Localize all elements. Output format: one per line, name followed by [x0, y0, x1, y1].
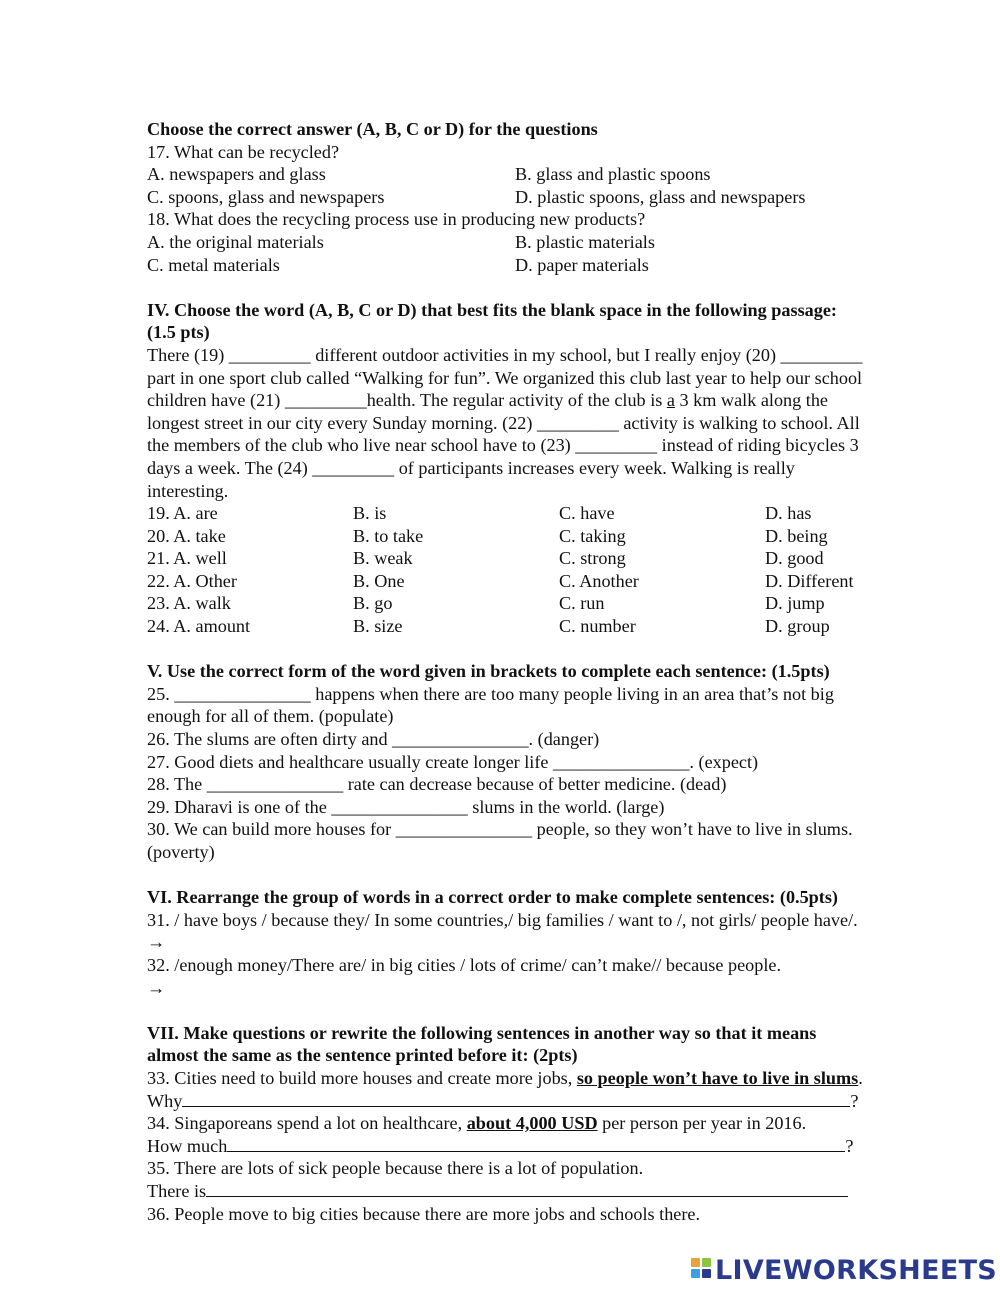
q19-option-c[interactable]: C. have [559, 503, 615, 524]
passage-line: days a week. The (24) _________ of participants increases every week. Walking is really [147, 457, 795, 478]
q18-option-b[interactable]: B. plastic materials [515, 231, 655, 252]
passage-text: 3 km walk along the [674, 390, 829, 411]
question-18-stem: 18. What does the recycling process use in producing new products? [147, 209, 646, 230]
answer-35-blank[interactable] [206, 1180, 848, 1197]
q21-option-d[interactable]: D. good [765, 548, 824, 569]
question-17-options-row-1 [147, 163, 937, 186]
question-21-options [147, 547, 937, 570]
q19-option-d[interactable]: D. has [765, 503, 812, 524]
q20-option-c[interactable]: C. taking [559, 525, 626, 546]
q24-option-a[interactable]: 24. A. amount [147, 616, 251, 637]
q34-tail: per person per year in 2016. [597, 1113, 807, 1134]
answer-35-start: There is [147, 1180, 207, 1201]
question-18-options-row-2 [147, 254, 937, 277]
q34-emphasis: about 4,000 USD [466, 1113, 598, 1134]
section-3-heading: Choose the correct answer (A, B, C or D) for the questions [147, 119, 598, 139]
q33-emphasis: so people won’t have to live in slums [576, 1067, 859, 1088]
passage-line [147, 389, 937, 412]
question-36: 36. People move to big cities because there are more jobs and schools there. [147, 1203, 701, 1224]
answer-34-blank[interactable] [227, 1135, 845, 1152]
logo-text: LIVEWORKSHEETS [715, 1254, 998, 1286]
q24-option-b[interactable]: B. size [353, 616, 403, 637]
q23-option-b[interactable]: B. go [353, 593, 393, 614]
q17-option-b[interactable]: B. glass and plastic spoons [515, 164, 711, 185]
question-17-options-row-2 [147, 186, 937, 209]
word-form-line: enough for all of them. (populate) [147, 706, 394, 727]
answer-33-blank[interactable] [182, 1090, 850, 1107]
q19-option-b[interactable]: B. is [353, 503, 387, 524]
q22-option-d[interactable]: D. Different [765, 570, 854, 591]
q21-option-a[interactable]: 21. A. well [147, 548, 227, 569]
question-18-options-row-1 [147, 231, 937, 254]
passage-underlined-word: a [666, 390, 675, 411]
word-form-line[interactable]: 26. The slums are often dirty and _______________. (danger) [147, 729, 600, 750]
q18-option-d[interactable]: D. paper materials [515, 254, 649, 275]
passage-line: the members of the club who live near school have to (23) _________ instead of riding bicycles 3 [147, 435, 859, 456]
answer-34-start: How much [147, 1135, 228, 1156]
question-33 [147, 1067, 937, 1090]
section-4-points: (1.5 pts) [147, 322, 210, 343]
answer-line-34[interactable] [147, 1135, 937, 1158]
question-19-options [147, 502, 937, 525]
q22-option-b[interactable]: B. One [353, 570, 405, 591]
q17-option-c[interactable]: C. spoons, glass and newspapers [147, 186, 385, 207]
answer-arrow-32[interactable]: → [147, 977, 166, 998]
q34-text: 34. Singaporeans spend a lot on healthcare, [147, 1113, 467, 1134]
passage-line: longest street in our city every Sunday morning. (22) _________ activity is walking to school. All [147, 412, 860, 433]
liveworksheets-logo[interactable] [691, 1256, 997, 1284]
q22-option-a[interactable]: 22. A. Other [147, 570, 237, 591]
question-24-options [147, 615, 937, 638]
worksheet-page [147, 118, 937, 1225]
word-form-line[interactable]: 28. The _______________ rate can decrease because of better medicine. (dead) [147, 774, 727, 795]
word-form-line[interactable]: 29. Dharavi is one of the _______________ slums in the world. (large) [147, 796, 665, 817]
question-32: 32. /enough money/There are/ in big cities / lots of crime/ can’t make// because people. [147, 954, 781, 975]
word-form-line: (poverty) [147, 842, 215, 862]
q20-option-b[interactable]: B. to take [353, 525, 424, 546]
q20-option-d[interactable]: D. being [765, 525, 828, 546]
word-form-line[interactable]: 27. Good diets and healthcare usually create longer life _______________. (expect) [147, 751, 759, 772]
q17-option-d[interactable]: D. plastic spoons, glass and newspapers [515, 186, 806, 207]
answer-arrow-31[interactable]: → [147, 932, 166, 953]
answer-line-35[interactable] [147, 1180, 937, 1203]
word-form-line[interactable]: 30. We can build more houses for _______________ people, so they won’t have to live in slums. [147, 819, 853, 840]
q21-option-b[interactable]: B. weak [353, 548, 413, 569]
question-34 [147, 1112, 937, 1135]
section-5-heading: V. Use the correct form of the word given in brackets to complete each sentence: (1.5pts) [147, 661, 830, 682]
answer-line-33[interactable] [147, 1090, 937, 1113]
section-7-heading-cont: almost the same as the sentence printed before it: (2pts) [147, 1045, 578, 1066]
q23-option-c[interactable]: C. run [559, 593, 605, 614]
q21-option-c[interactable]: C. strong [559, 548, 626, 569]
q24-option-d[interactable]: D. group [765, 616, 830, 637]
passage-line: interesting. [147, 480, 229, 501]
q33-text: 33. Cities need to build more houses and create more jobs, [147, 1067, 577, 1088]
question-35: 35. There are lots of sick people because there is a lot of population. [147, 1158, 644, 1179]
q22-option-c[interactable]: C. Another [559, 570, 639, 591]
question-22-options [147, 570, 937, 593]
question-17-stem: 17. What can be recycled? [147, 141, 340, 162]
logo-blocks-icon [691, 1258, 713, 1282]
q18-option-c[interactable]: C. metal materials [147, 254, 280, 275]
q24-option-c[interactable]: C. number [559, 616, 636, 637]
passage-line: part in one sport club called “Walking for fun”. We organized this club last year to help our school [147, 367, 863, 388]
q33-period: . [858, 1067, 863, 1088]
q18-option-a[interactable]: A. the original materials [147, 231, 324, 252]
answer-34-qmark: ? [845, 1135, 854, 1156]
passage-line: There (19) _________ different outdoor activities in my school, but I really enjoy (20) _________ [147, 344, 863, 365]
question-31: 31. / have boys / because they/ In some countries,/ big families / want to /, not girls/ people have/. [147, 909, 858, 930]
answer-33-start: Why [147, 1090, 183, 1111]
q17-option-a[interactable]: A. newspapers and glass [147, 164, 326, 185]
section-7-heading: VII. Make questions or rewrite the following sentences in another way so that it means [147, 1022, 817, 1043]
q20-option-a[interactable]: 20. A. take [147, 525, 226, 546]
passage-text: children have (21) _________health. The regular activity of the club is [147, 390, 667, 411]
answer-33-qmark: ? [850, 1090, 859, 1111]
question-20-options [147, 525, 937, 548]
q23-option-d[interactable]: D. jump [765, 593, 825, 614]
q19-option-a[interactable]: 19. A. are [147, 503, 218, 524]
q23-option-a[interactable]: 23. A. walk [147, 593, 231, 614]
question-23-options [147, 592, 937, 615]
section-4-heading: IV. Choose the word (A, B, C or D) that best fits the blank space in the following passage: [147, 299, 837, 320]
word-form-line[interactable]: 25. _______________ happens when there are too many people living in an area that’s not big [147, 683, 834, 704]
section-6-heading: VI. Rearrange the group of words in a correct order to make complete sentences: (0.5pts) [147, 887, 838, 908]
